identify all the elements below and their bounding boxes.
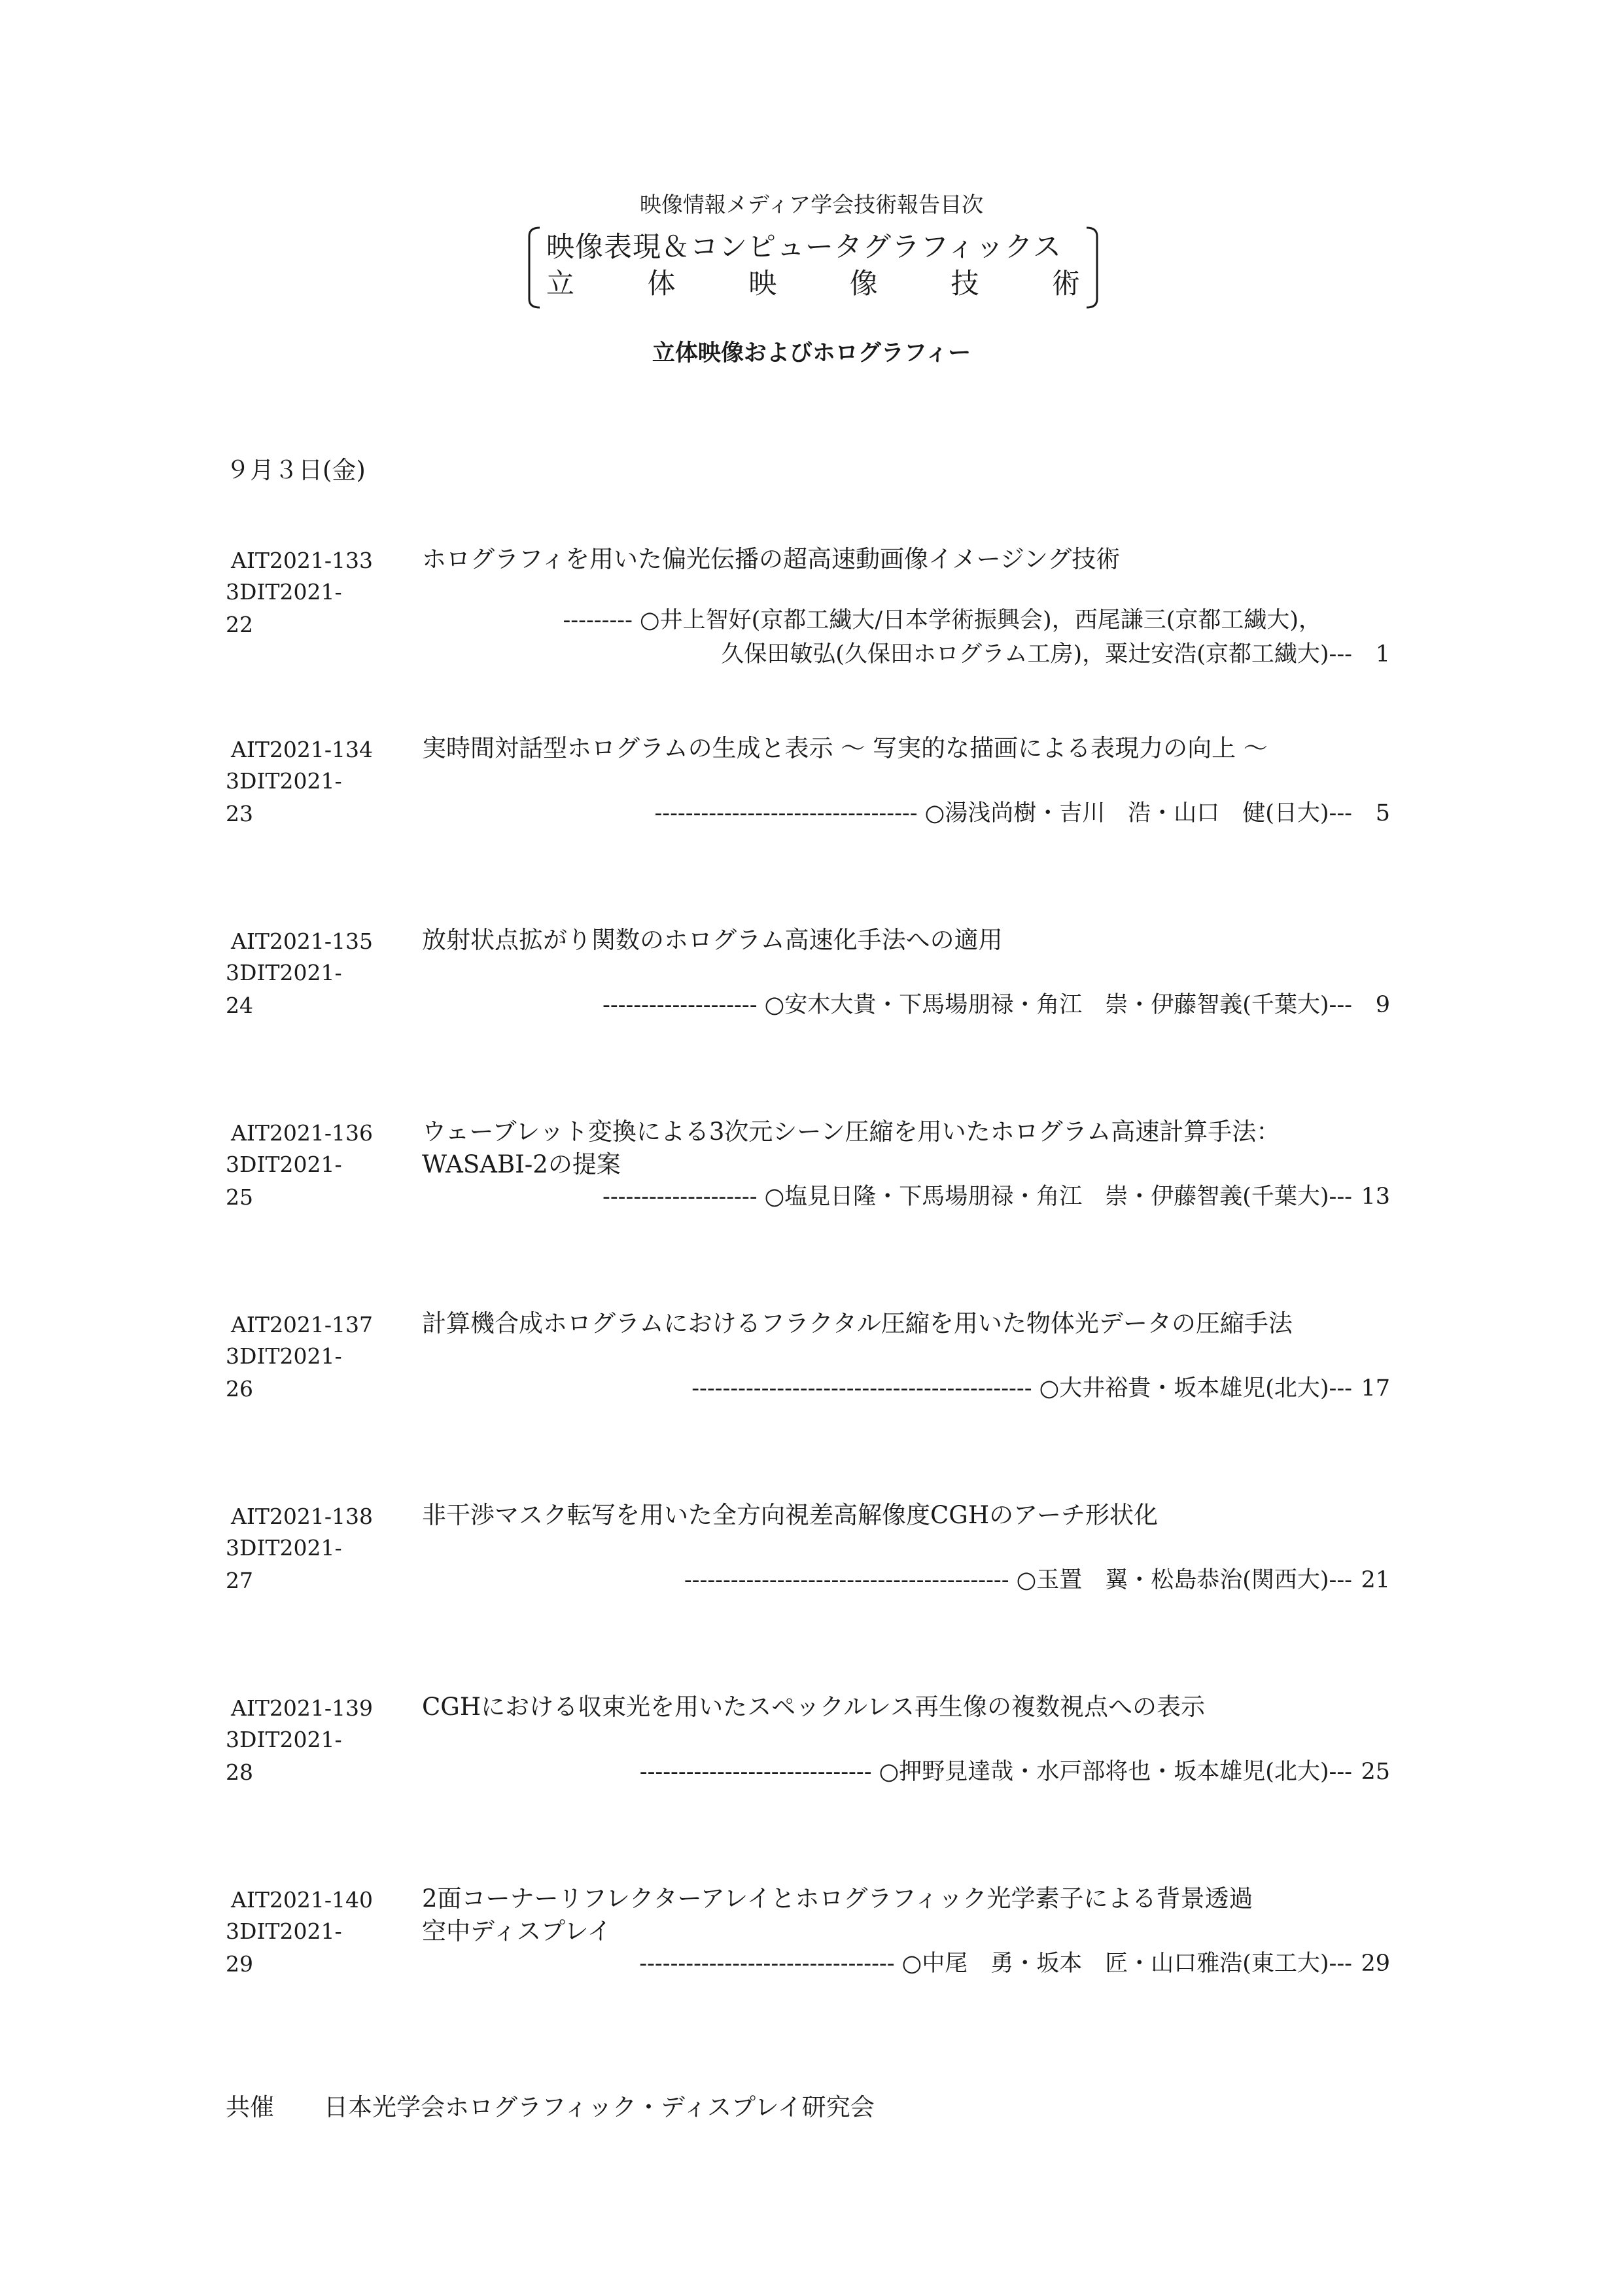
committee-2-char: 体 bbox=[647, 268, 676, 300]
ait-code: AIT2021-139 bbox=[231, 1695, 373, 1721]
paper-title: 2面コーナーリフレクターアレイとホログラフィック光学素子による背景透過 bbox=[422, 1884, 1253, 1913]
ait-code: AIT2021-134 bbox=[231, 737, 373, 762]
page-number: 1 bbox=[1375, 641, 1390, 667]
author-text: -------------------------------------------- ○大井裕貴・坂本雄児(北大)--- bbox=[691, 1375, 1352, 1402]
page-number: 5 bbox=[1375, 800, 1390, 826]
author-line bbox=[691, 1371, 1390, 1405]
author-text: ------------------------------------------ ○玉置 翼・松島恭治(関西大)--- bbox=[684, 1567, 1352, 1593]
paper-title-cont: 空中ディスプレイ bbox=[422, 1917, 612, 1945]
author-line bbox=[721, 637, 1390, 671]
paper-title-cont: WASABI-2の提案 bbox=[422, 1150, 621, 1178]
author-line bbox=[639, 1947, 1390, 1981]
author-text: -------------------- ○安木大貴・下馬場朋禄・角江 崇・伊藤智義(千葉大)--- bbox=[602, 992, 1352, 1018]
session-title: 立体映像およびホログラフィー bbox=[652, 340, 971, 366]
page-number: 9 bbox=[1375, 992, 1390, 1018]
author-text: ------------------------------ ○押野見達哉・水戸部将也・坂本雄児(北大)--- bbox=[639, 1759, 1352, 1785]
author-line bbox=[602, 988, 1390, 1022]
committee-2-char: 像 bbox=[849, 268, 878, 300]
paper-title: 計算機合成ホログラムにおけるフラクタル圧縮を用いた物体光データの圧縮手法 bbox=[422, 1309, 1293, 1337]
ait-code: AIT2021-137 bbox=[231, 1312, 373, 1337]
committee-2-char: 立 bbox=[546, 268, 574, 300]
3dit-code: 3DIT2021- 28 bbox=[226, 1727, 342, 1785]
paper-title: 放射状点拡がり関数のホログラム高速化手法への適用 bbox=[422, 926, 1003, 954]
page-number: 25 bbox=[1361, 1759, 1390, 1785]
ait-code: AIT2021-138 bbox=[231, 1504, 373, 1529]
3dit-code: 3DIT2021- 29 bbox=[226, 1918, 342, 1977]
author-text: ---------------------------------- ○湯浅尚樹・吉川 浩・山口 健(日大)--- bbox=[654, 800, 1352, 826]
paper-title: ホログラフィを用いた偏光伝播の超高速動画像イメージング技術 bbox=[422, 545, 1121, 573]
author-text: -------------------- ○塩見日隆・下馬場朋禄・角江 崇・伊藤智義(千葉大)--- bbox=[602, 1184, 1352, 1210]
left-bracket-icon bbox=[525, 226, 542, 309]
paper-title: 実時間対話型ホログラムの生成と表示 ～ 写実的な描画による表現力の向上 ～ bbox=[422, 734, 1268, 762]
3dit-code: 3DIT2021- 23 bbox=[226, 768, 342, 826]
committee-bracket-block bbox=[525, 226, 1101, 309]
author-line: --------- ○井上智好(京都工繊大/日本学術振興会)，西尾謙三(京都工繊大)， bbox=[563, 607, 1321, 633]
paper-title: 非干渉マスク転写を用いた全方向視差高解像度CGHのアーチ形状化 bbox=[422, 1501, 1159, 1529]
author-line bbox=[602, 1180, 1390, 1214]
author-line bbox=[654, 796, 1390, 830]
author-text: --------------------------------- ○中尾 勇・坂本 匠・山口雅浩(東工大)--- bbox=[639, 1951, 1352, 1977]
3dit-code: 3DIT2021- 27 bbox=[226, 1535, 342, 1593]
ait-code: AIT2021-133 bbox=[231, 548, 373, 573]
page-number: 29 bbox=[1361, 1951, 1390, 1977]
page-number: 17 bbox=[1361, 1375, 1390, 1402]
ait-code: AIT2021-136 bbox=[231, 1120, 373, 1146]
page-number: 21 bbox=[1361, 1567, 1390, 1593]
paper-title: CGHにおける収束光を用いたスペックルレス再生像の複数視点への表示 bbox=[422, 1693, 1205, 1721]
ait-code: AIT2021-135 bbox=[231, 928, 373, 954]
committee-2-char: 術 bbox=[1051, 268, 1080, 300]
committee-2-char: 技 bbox=[951, 268, 979, 300]
3dit-code: 3DIT2021- 24 bbox=[226, 960, 342, 1018]
page-number: 13 bbox=[1361, 1184, 1390, 1210]
author-line bbox=[684, 1563, 1390, 1597]
author-text: 久保田敏弘(久保田ホログラム工房)，粟辻安浩(京都工繊大)--- bbox=[721, 641, 1352, 667]
committee-name-1: 映像表現＆コンピュータグラフィックス bbox=[546, 231, 1062, 264]
committee-name-2 bbox=[546, 266, 1080, 302]
author-line bbox=[640, 1755, 1390, 1789]
3dit-code: 3DIT2021- 26 bbox=[226, 1343, 342, 1402]
3dit-code: 3DIT2021- 25 bbox=[226, 1152, 342, 1210]
committee-2-char: 映 bbox=[748, 268, 777, 300]
right-bracket-icon bbox=[1084, 226, 1101, 309]
report-society-title: 映像情報メディア学会技術報告目次 bbox=[639, 192, 984, 217]
ait-code: AIT2021-140 bbox=[231, 1887, 373, 1913]
cosponsor-line bbox=[226, 2087, 875, 2123]
session-date: ９月３日(金) bbox=[226, 456, 366, 484]
cosponsor-label: 共催 bbox=[226, 2093, 274, 2121]
3dit-code: 3DIT2021- 22 bbox=[226, 579, 342, 637]
cosponsor-name: 日本光学会ホログラフィック・ディスプレイ研究会 bbox=[324, 2093, 875, 2121]
paper-title: ウェーブレット変換による3次元シーン圧縮を用いたホログラム高速計算手法： bbox=[422, 1118, 1281, 1146]
